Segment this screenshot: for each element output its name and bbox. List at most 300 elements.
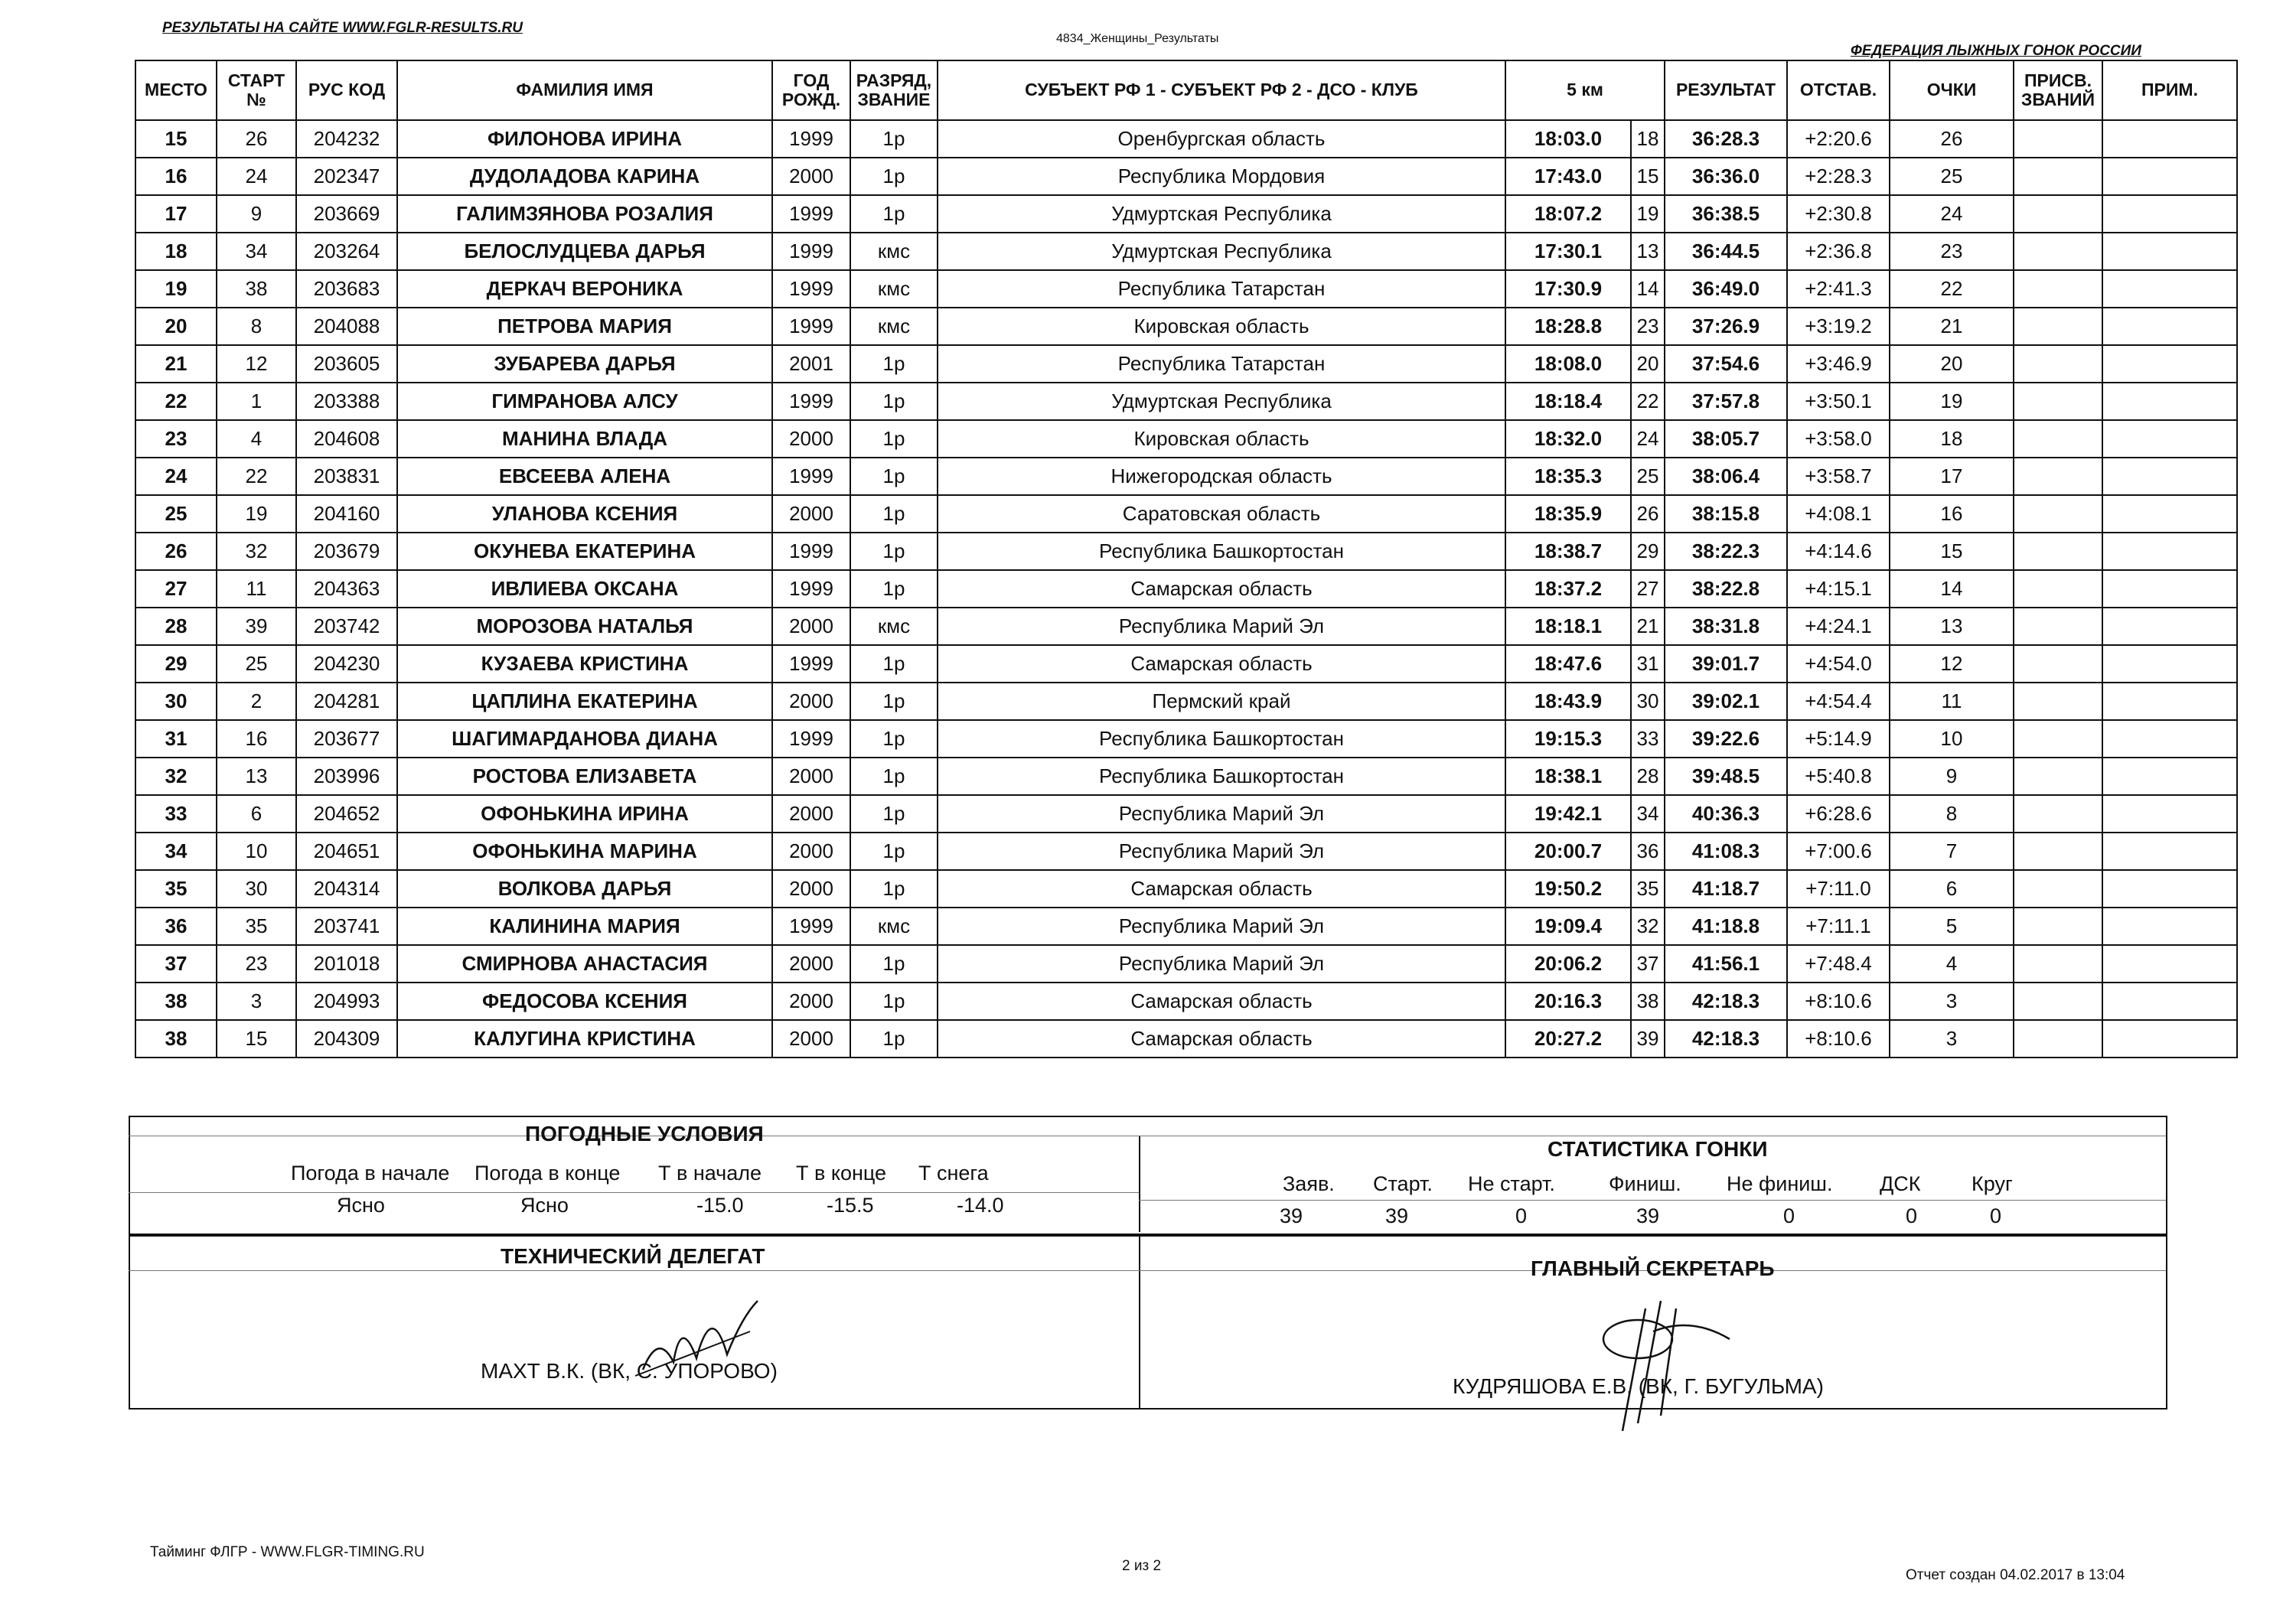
birth-year-cell: 1999 bbox=[772, 383, 850, 420]
table-row bbox=[135, 308, 2237, 345]
athlete-name-cell: ЗУБАРЕВА ДАРЬЯ bbox=[397, 345, 772, 383]
titles-cell bbox=[2014, 570, 2102, 608]
titles-cell bbox=[2014, 233, 2102, 270]
rus-code-cell: 201018 bbox=[296, 945, 397, 983]
weather-header-cell: Погода в начале bbox=[291, 1162, 450, 1185]
rus-code-cell: 202347 bbox=[296, 158, 397, 195]
start-number-cell: 30 bbox=[217, 870, 296, 908]
titles-cell bbox=[2014, 908, 2102, 945]
points-cell: 13 bbox=[1890, 608, 2014, 645]
start-number-cell: 38 bbox=[217, 270, 296, 308]
place-cell: 17 bbox=[135, 195, 217, 233]
birth-year-cell: 2000 bbox=[772, 683, 850, 720]
footer-timing: Тайминг ФЛГР - WWW.FLGR-TIMING.RU bbox=[150, 1544, 425, 1560]
weather-title: ПОГОДНЫЕ УСЛОВИЯ bbox=[525, 1122, 764, 1146]
start-number-cell: 4 bbox=[217, 420, 296, 458]
points-cell: 6 bbox=[1890, 870, 2014, 908]
athlete-name-cell: ОФОНЬКИНА МАРИНА bbox=[397, 833, 772, 870]
points-cell: 24 bbox=[1890, 195, 2014, 233]
points-cell: 20 bbox=[1890, 345, 2014, 383]
birth-year-cell: 2000 bbox=[772, 945, 850, 983]
rus-code-cell: 204652 bbox=[296, 795, 397, 833]
time-behind-cell: +3:58.0 bbox=[1787, 420, 1890, 458]
rank-cell: 1р bbox=[850, 870, 938, 908]
points-cell: 14 bbox=[1890, 570, 2014, 608]
document-title: 4834_Женщины_Результаты bbox=[1056, 32, 1219, 45]
birth-year-cell: 2000 bbox=[772, 983, 850, 1020]
region-cell: Удмуртская Республика bbox=[938, 195, 1505, 233]
points-cell: 23 bbox=[1890, 233, 2014, 270]
region-cell: Самарская область bbox=[938, 983, 1505, 1020]
points-cell: 3 bbox=[1890, 1020, 2014, 1058]
time-behind-cell: +7:00.6 bbox=[1787, 833, 1890, 870]
place-cell: 38 bbox=[135, 1020, 217, 1058]
titles-cell bbox=[2014, 758, 2102, 795]
note-cell bbox=[2102, 345, 2237, 383]
split-position-cell: 39 bbox=[1631, 1020, 1665, 1058]
note-cell bbox=[2102, 270, 2237, 308]
rank-cell: 1р bbox=[850, 158, 938, 195]
rus-code-cell: 203605 bbox=[296, 345, 397, 383]
titles-cell bbox=[2014, 608, 2102, 645]
start-number-cell: 2 bbox=[217, 683, 296, 720]
athlete-name-cell: ВОЛКОВА ДАРЬЯ bbox=[397, 870, 772, 908]
split-position-cell: 20 bbox=[1631, 345, 1665, 383]
region-cell: Кировская область bbox=[938, 420, 1505, 458]
points-cell: 25 bbox=[1890, 158, 2014, 195]
table-row bbox=[135, 495, 2237, 533]
note-cell bbox=[2102, 833, 2237, 870]
stats-title: СТАТИСТИКА ГОНКИ bbox=[1548, 1137, 1768, 1161]
time-behind-cell: +4:54.4 bbox=[1787, 683, 1890, 720]
start-number-cell: 6 bbox=[217, 795, 296, 833]
titles-cell bbox=[2014, 195, 2102, 233]
result-time-cell: 39:48.5 bbox=[1665, 758, 1787, 795]
col-name: ФАМИЛИЯ ИМЯ bbox=[397, 60, 772, 120]
result-time-cell: 36:44.5 bbox=[1665, 233, 1787, 270]
stats-header-cell: Не старт. bbox=[1468, 1172, 1555, 1195]
rank-cell: кмс bbox=[850, 308, 938, 345]
note-cell bbox=[2102, 195, 2237, 233]
athlete-name-cell: ЕВСЕЕВА АЛЕНА bbox=[397, 458, 772, 495]
start-number-cell: 16 bbox=[217, 720, 296, 758]
titles-cell bbox=[2014, 983, 2102, 1020]
split-position-cell: 37 bbox=[1631, 945, 1665, 983]
split-position-cell: 36 bbox=[1631, 833, 1665, 870]
titles-cell bbox=[2014, 270, 2102, 308]
birth-year-cell: 2000 bbox=[772, 1020, 850, 1058]
table-row bbox=[135, 420, 2237, 458]
points-cell: 9 bbox=[1890, 758, 2014, 795]
start-number-cell: 13 bbox=[217, 758, 296, 795]
region-cell: Оренбургская область bbox=[938, 120, 1505, 158]
region-cell: Республика Марий Эл bbox=[938, 908, 1505, 945]
table-row bbox=[135, 1020, 2237, 1058]
birth-year-cell: 1999 bbox=[772, 720, 850, 758]
result-time-cell: 38:05.7 bbox=[1665, 420, 1787, 458]
table-row bbox=[135, 833, 2237, 870]
titles-cell bbox=[2014, 158, 2102, 195]
weather-header-cell: Т в конце bbox=[796, 1162, 887, 1185]
rus-code-cell: 203677 bbox=[296, 720, 397, 758]
split-time-cell: 18:43.9 bbox=[1505, 683, 1631, 720]
table-row bbox=[135, 983, 2237, 1020]
athlete-name-cell: ОФОНЬКИНА ИРИНА bbox=[397, 795, 772, 833]
result-time-cell: 38:31.8 bbox=[1665, 608, 1787, 645]
birth-year-cell: 1999 bbox=[772, 458, 850, 495]
titles-cell bbox=[2014, 945, 2102, 983]
split-time-cell: 18:32.0 bbox=[1505, 420, 1631, 458]
titles-cell bbox=[2014, 683, 2102, 720]
split-position-cell: 21 bbox=[1631, 608, 1665, 645]
col-rank: РАЗРЯД, ЗВАНИЕ bbox=[850, 60, 938, 120]
col-year: ГОД РОЖД. bbox=[772, 60, 850, 120]
rus-code-cell: 204232 bbox=[296, 120, 397, 158]
split-time-cell: 19:50.2 bbox=[1505, 870, 1631, 908]
weather-value-cell: -14.0 bbox=[957, 1194, 1004, 1217]
split-time-cell: 20:16.3 bbox=[1505, 983, 1631, 1020]
stats-value-cell: 39 bbox=[1385, 1204, 1409, 1227]
points-cell: 21 bbox=[1890, 308, 2014, 345]
titles-cell bbox=[2014, 720, 2102, 758]
birth-year-cell: 1999 bbox=[772, 120, 850, 158]
result-time-cell: 36:38.5 bbox=[1665, 195, 1787, 233]
table-row bbox=[135, 458, 2237, 495]
region-cell: Республика Марий Эл bbox=[938, 833, 1505, 870]
points-cell: 3 bbox=[1890, 983, 2014, 1020]
table-row bbox=[135, 720, 2237, 758]
col-note: ПРИМ. bbox=[2102, 60, 2237, 120]
result-time-cell: 37:54.6 bbox=[1665, 345, 1787, 383]
split-time-cell: 20:27.2 bbox=[1505, 1020, 1631, 1058]
note-cell bbox=[2102, 795, 2237, 833]
rank-cell: 1р bbox=[850, 195, 938, 233]
result-time-cell: 42:18.3 bbox=[1665, 983, 1787, 1020]
note-cell bbox=[2102, 233, 2237, 270]
split-position-cell: 38 bbox=[1631, 983, 1665, 1020]
table-row bbox=[135, 383, 2237, 420]
region-cell: Республика Мордовия bbox=[938, 158, 1505, 195]
rus-code-cell: 203669 bbox=[296, 195, 397, 233]
rus-code-cell: 204281 bbox=[296, 683, 397, 720]
region-cell: Республика Башкортостан bbox=[938, 720, 1505, 758]
region-cell: Кировская область bbox=[938, 308, 1505, 345]
place-cell: 25 bbox=[135, 495, 217, 533]
weather-header-cell: Т в начале bbox=[658, 1162, 762, 1185]
points-cell: 7 bbox=[1890, 833, 2014, 870]
split-position-cell: 13 bbox=[1631, 233, 1665, 270]
chief-secretary-signature bbox=[1592, 1286, 1760, 1439]
table-row bbox=[135, 533, 2237, 570]
result-time-cell: 38:22.8 bbox=[1665, 570, 1787, 608]
region-cell: Самарская область bbox=[938, 870, 1505, 908]
birth-year-cell: 2000 bbox=[772, 795, 850, 833]
result-time-cell: 36:49.0 bbox=[1665, 270, 1787, 308]
region-cell: Удмуртская Республика bbox=[938, 383, 1505, 420]
birth-year-cell: 2000 bbox=[772, 833, 850, 870]
time-behind-cell: +3:58.7 bbox=[1787, 458, 1890, 495]
rank-cell: 1р bbox=[850, 795, 938, 833]
titles-cell bbox=[2014, 495, 2102, 533]
note-cell bbox=[2102, 570, 2237, 608]
athlete-name-cell: ДЕРКАЧ ВЕРОНИКА bbox=[397, 270, 772, 308]
rank-cell: 1р bbox=[850, 1020, 938, 1058]
stats-header-cell: Старт. bbox=[1373, 1172, 1433, 1195]
rank-cell: 1р bbox=[850, 758, 938, 795]
birth-year-cell: 2000 bbox=[772, 608, 850, 645]
time-behind-cell: +8:10.6 bbox=[1787, 983, 1890, 1020]
titles-cell bbox=[2014, 420, 2102, 458]
titles-cell bbox=[2014, 795, 2102, 833]
birth-year-cell: 2000 bbox=[772, 420, 850, 458]
start-number-cell: 35 bbox=[217, 908, 296, 945]
place-cell: 18 bbox=[135, 233, 217, 270]
athlete-name-cell: ФИЛОНОВА ИРИНА bbox=[397, 120, 772, 158]
athlete-name-cell: ЦАПЛИНА ЕКАТЕРИНА bbox=[397, 683, 772, 720]
points-cell: 12 bbox=[1890, 645, 2014, 683]
time-behind-cell: +3:19.2 bbox=[1787, 308, 1890, 345]
titles-cell bbox=[2014, 345, 2102, 383]
result-time-cell: 37:57.8 bbox=[1665, 383, 1787, 420]
time-behind-cell: +4:08.1 bbox=[1787, 495, 1890, 533]
split-time-cell: 18:03.0 bbox=[1505, 120, 1631, 158]
region-cell: Республика Марий Эл bbox=[938, 795, 1505, 833]
rus-code-cell: 204309 bbox=[296, 1020, 397, 1058]
rank-cell: 1р bbox=[850, 420, 938, 458]
rank-cell: 1р bbox=[850, 945, 938, 983]
birth-year-cell: 1999 bbox=[772, 233, 850, 270]
rank-cell: кмс bbox=[850, 908, 938, 945]
athlete-name-cell: СМИРНОВА АНАСТАСИЯ bbox=[397, 945, 772, 983]
rus-code-cell: 204088 bbox=[296, 308, 397, 345]
athlete-name-cell: КУЗАЕВА КРИСТИНА bbox=[397, 645, 772, 683]
federation-name: ФЕДЕРАЦИЯ ЛЫЖНЫХ ГОНОК РОССИИ bbox=[1851, 43, 2141, 59]
region-cell: Республика Татарстан bbox=[938, 345, 1505, 383]
place-cell: 22 bbox=[135, 383, 217, 420]
time-behind-cell: +4:14.6 bbox=[1787, 533, 1890, 570]
rank-cell: кмс bbox=[850, 233, 938, 270]
table-row bbox=[135, 233, 2237, 270]
split-position-cell: 15 bbox=[1631, 158, 1665, 195]
region-cell: Республика Башкортостан bbox=[938, 758, 1505, 795]
note-cell bbox=[2102, 645, 2237, 683]
table-row bbox=[135, 120, 2237, 158]
region-cell: Удмуртская Республика bbox=[938, 233, 1505, 270]
tech-delegate-name: МАХТ В.К. (ВК, С. УПОРОВО) bbox=[481, 1359, 778, 1383]
birth-year-cell: 2000 bbox=[772, 495, 850, 533]
time-behind-cell: +4:24.1 bbox=[1787, 608, 1890, 645]
rus-code-cell: 203264 bbox=[296, 233, 397, 270]
region-cell: Республика Марий Эл bbox=[938, 608, 1505, 645]
time-behind-cell: +7:11.0 bbox=[1787, 870, 1890, 908]
result-time-cell: 39:22.6 bbox=[1665, 720, 1787, 758]
titles-cell bbox=[2014, 1020, 2102, 1058]
weather-value-cell: -15.0 bbox=[696, 1194, 744, 1217]
place-cell: 16 bbox=[135, 158, 217, 195]
results-table bbox=[135, 60, 2238, 1058]
points-cell: 26 bbox=[1890, 120, 2014, 158]
table-row bbox=[135, 570, 2237, 608]
split-time-cell: 18:18.1 bbox=[1505, 608, 1631, 645]
rank-cell: 1р bbox=[850, 120, 938, 158]
place-cell: 15 bbox=[135, 120, 217, 158]
col-titles: ПРИСВ. ЗВАНИЙ bbox=[2014, 60, 2102, 120]
table-header-row bbox=[135, 60, 2237, 120]
split-position-cell: 24 bbox=[1631, 420, 1665, 458]
place-cell: 21 bbox=[135, 345, 217, 383]
time-behind-cell: +2:28.3 bbox=[1787, 158, 1890, 195]
region-cell: Пермский край bbox=[938, 683, 1505, 720]
rus-code-cell: 203831 bbox=[296, 458, 397, 495]
rank-cell: 1р bbox=[850, 345, 938, 383]
rank-cell: 1р bbox=[850, 533, 938, 570]
time-behind-cell: +7:11.1 bbox=[1787, 908, 1890, 945]
region-cell: Самарская область bbox=[938, 645, 1505, 683]
points-cell: 17 bbox=[1890, 458, 2014, 495]
stats-value-cell: 39 bbox=[1280, 1204, 1303, 1227]
place-cell: 37 bbox=[135, 945, 217, 983]
region-cell: Самарская область bbox=[938, 570, 1505, 608]
rank-cell: кмс bbox=[850, 608, 938, 645]
time-behind-cell: +5:40.8 bbox=[1787, 758, 1890, 795]
note-cell bbox=[2102, 158, 2237, 195]
athlete-name-cell: ГИМРАНОВА АЛСУ bbox=[397, 383, 772, 420]
stats-value-cell: 39 bbox=[1636, 1204, 1660, 1227]
rus-code-cell: 204363 bbox=[296, 570, 397, 608]
table-row bbox=[135, 645, 2237, 683]
rank-cell: 1р bbox=[850, 720, 938, 758]
note-cell bbox=[2102, 983, 2237, 1020]
start-number-cell: 1 bbox=[217, 383, 296, 420]
start-number-cell: 8 bbox=[217, 308, 296, 345]
start-number-cell: 39 bbox=[217, 608, 296, 645]
points-cell: 11 bbox=[1890, 683, 2014, 720]
place-cell: 29 bbox=[135, 645, 217, 683]
place-cell: 20 bbox=[135, 308, 217, 345]
rank-cell: 1р bbox=[850, 383, 938, 420]
rus-code-cell: 204314 bbox=[296, 870, 397, 908]
start-number-cell: 11 bbox=[217, 570, 296, 608]
stats-header-cell: Круг bbox=[1971, 1172, 2013, 1195]
place-cell: 26 bbox=[135, 533, 217, 570]
points-cell: 8 bbox=[1890, 795, 2014, 833]
place-cell: 23 bbox=[135, 420, 217, 458]
split-position-cell: 23 bbox=[1631, 308, 1665, 345]
birth-year-cell: 2000 bbox=[772, 870, 850, 908]
col-place: МЕСТО bbox=[135, 60, 217, 120]
split-time-cell: 18:38.7 bbox=[1505, 533, 1631, 570]
rus-code-cell: 204230 bbox=[296, 645, 397, 683]
place-cell: 35 bbox=[135, 870, 217, 908]
athlete-name-cell: ИВЛИЕВА ОКСАНА bbox=[397, 570, 772, 608]
table-row bbox=[135, 795, 2237, 833]
weather-header-cell: Погода в конце bbox=[475, 1162, 621, 1185]
weather-value-cell: Ясно bbox=[520, 1194, 569, 1217]
split-time-cell: 18:35.3 bbox=[1505, 458, 1631, 495]
note-cell bbox=[2102, 420, 2237, 458]
rus-code-cell: 203679 bbox=[296, 533, 397, 570]
points-cell: 18 bbox=[1890, 420, 2014, 458]
table-row bbox=[135, 758, 2237, 795]
col-region: СУБЪЕКТ РФ 1 - СУБЪЕКТ РФ 2 - ДСО - КЛУБ bbox=[938, 60, 1505, 120]
col-result: РЕЗУЛЬТАТ bbox=[1665, 60, 1787, 120]
start-number-cell: 10 bbox=[217, 833, 296, 870]
split-position-cell: 18 bbox=[1631, 120, 1665, 158]
note-cell bbox=[2102, 758, 2237, 795]
table-row bbox=[135, 870, 2237, 908]
start-number-cell: 23 bbox=[217, 945, 296, 983]
result-time-cell: 38:06.4 bbox=[1665, 458, 1787, 495]
results-site-link[interactable]: РЕЗУЛЬТАТЫ НА САЙТЕ WWW.FGLR-RESULTS.RU bbox=[162, 20, 523, 36]
rank-cell: 1р bbox=[850, 645, 938, 683]
table-row bbox=[135, 195, 2237, 233]
note-cell bbox=[2102, 870, 2237, 908]
time-behind-cell: +4:54.0 bbox=[1787, 645, 1890, 683]
weather-header-cell: Т снега bbox=[918, 1162, 989, 1185]
points-cell: 16 bbox=[1890, 495, 2014, 533]
col-points: ОЧКИ bbox=[1890, 60, 2014, 120]
rus-code-cell: 204608 bbox=[296, 420, 397, 458]
table-row bbox=[135, 270, 2237, 308]
time-behind-cell: +3:50.1 bbox=[1787, 383, 1890, 420]
athlete-name-cell: ПЕТРОВА МАРИЯ bbox=[397, 308, 772, 345]
table-row bbox=[135, 608, 2237, 645]
result-time-cell: 41:08.3 bbox=[1665, 833, 1787, 870]
time-behind-cell: +4:15.1 bbox=[1787, 570, 1890, 608]
split-position-cell: 25 bbox=[1631, 458, 1665, 495]
place-cell: 34 bbox=[135, 833, 217, 870]
region-cell: Самарская область bbox=[938, 1020, 1505, 1058]
region-cell: Республика Марий Эл bbox=[938, 945, 1505, 983]
weather-value-cell: -15.5 bbox=[827, 1194, 874, 1217]
region-cell: Республика Башкортостан bbox=[938, 533, 1505, 570]
table-row bbox=[135, 945, 2237, 983]
split-time-cell: 17:30.1 bbox=[1505, 233, 1631, 270]
birth-year-cell: 1999 bbox=[772, 908, 850, 945]
place-cell: 30 bbox=[135, 683, 217, 720]
time-behind-cell: +2:36.8 bbox=[1787, 233, 1890, 270]
athlete-name-cell: ФЕДОСОВА КСЕНИЯ bbox=[397, 983, 772, 1020]
split-position-cell: 22 bbox=[1631, 383, 1665, 420]
athlete-name-cell: МАНИНА ВЛАДА bbox=[397, 420, 772, 458]
time-behind-cell: +7:48.4 bbox=[1787, 945, 1890, 983]
split-position-cell: 33 bbox=[1631, 720, 1665, 758]
note-cell bbox=[2102, 908, 2237, 945]
split-time-cell: 19:42.1 bbox=[1505, 795, 1631, 833]
athlete-name-cell: КАЛИНИНА МАРИЯ bbox=[397, 908, 772, 945]
start-number-cell: 19 bbox=[217, 495, 296, 533]
rus-code-cell: 203742 bbox=[296, 608, 397, 645]
split-position-cell: 31 bbox=[1631, 645, 1665, 683]
rus-code-cell: 203996 bbox=[296, 758, 397, 795]
stats-value-cell: 0 bbox=[1783, 1204, 1795, 1227]
split-time-cell: 19:15.3 bbox=[1505, 720, 1631, 758]
rus-code-cell: 204160 bbox=[296, 495, 397, 533]
rank-cell: 1р bbox=[850, 683, 938, 720]
start-number-cell: 26 bbox=[217, 120, 296, 158]
footer-page: 2 из 2 bbox=[1122, 1558, 1162, 1574]
officials-box bbox=[129, 1235, 2167, 1410]
athlete-name-cell: ОКУНЕВА ЕКАТЕРИНА bbox=[397, 533, 772, 570]
birth-year-cell: 1999 bbox=[772, 570, 850, 608]
titles-cell bbox=[2014, 645, 2102, 683]
titles-cell bbox=[2014, 458, 2102, 495]
athlete-name-cell: ГАЛИМЗЯНОВА РОЗАЛИЯ bbox=[397, 195, 772, 233]
rank-cell: 1р bbox=[850, 833, 938, 870]
split-position-cell: 30 bbox=[1631, 683, 1665, 720]
start-number-cell: 3 bbox=[217, 983, 296, 1020]
col-rus-code: РУС КОД bbox=[296, 60, 397, 120]
